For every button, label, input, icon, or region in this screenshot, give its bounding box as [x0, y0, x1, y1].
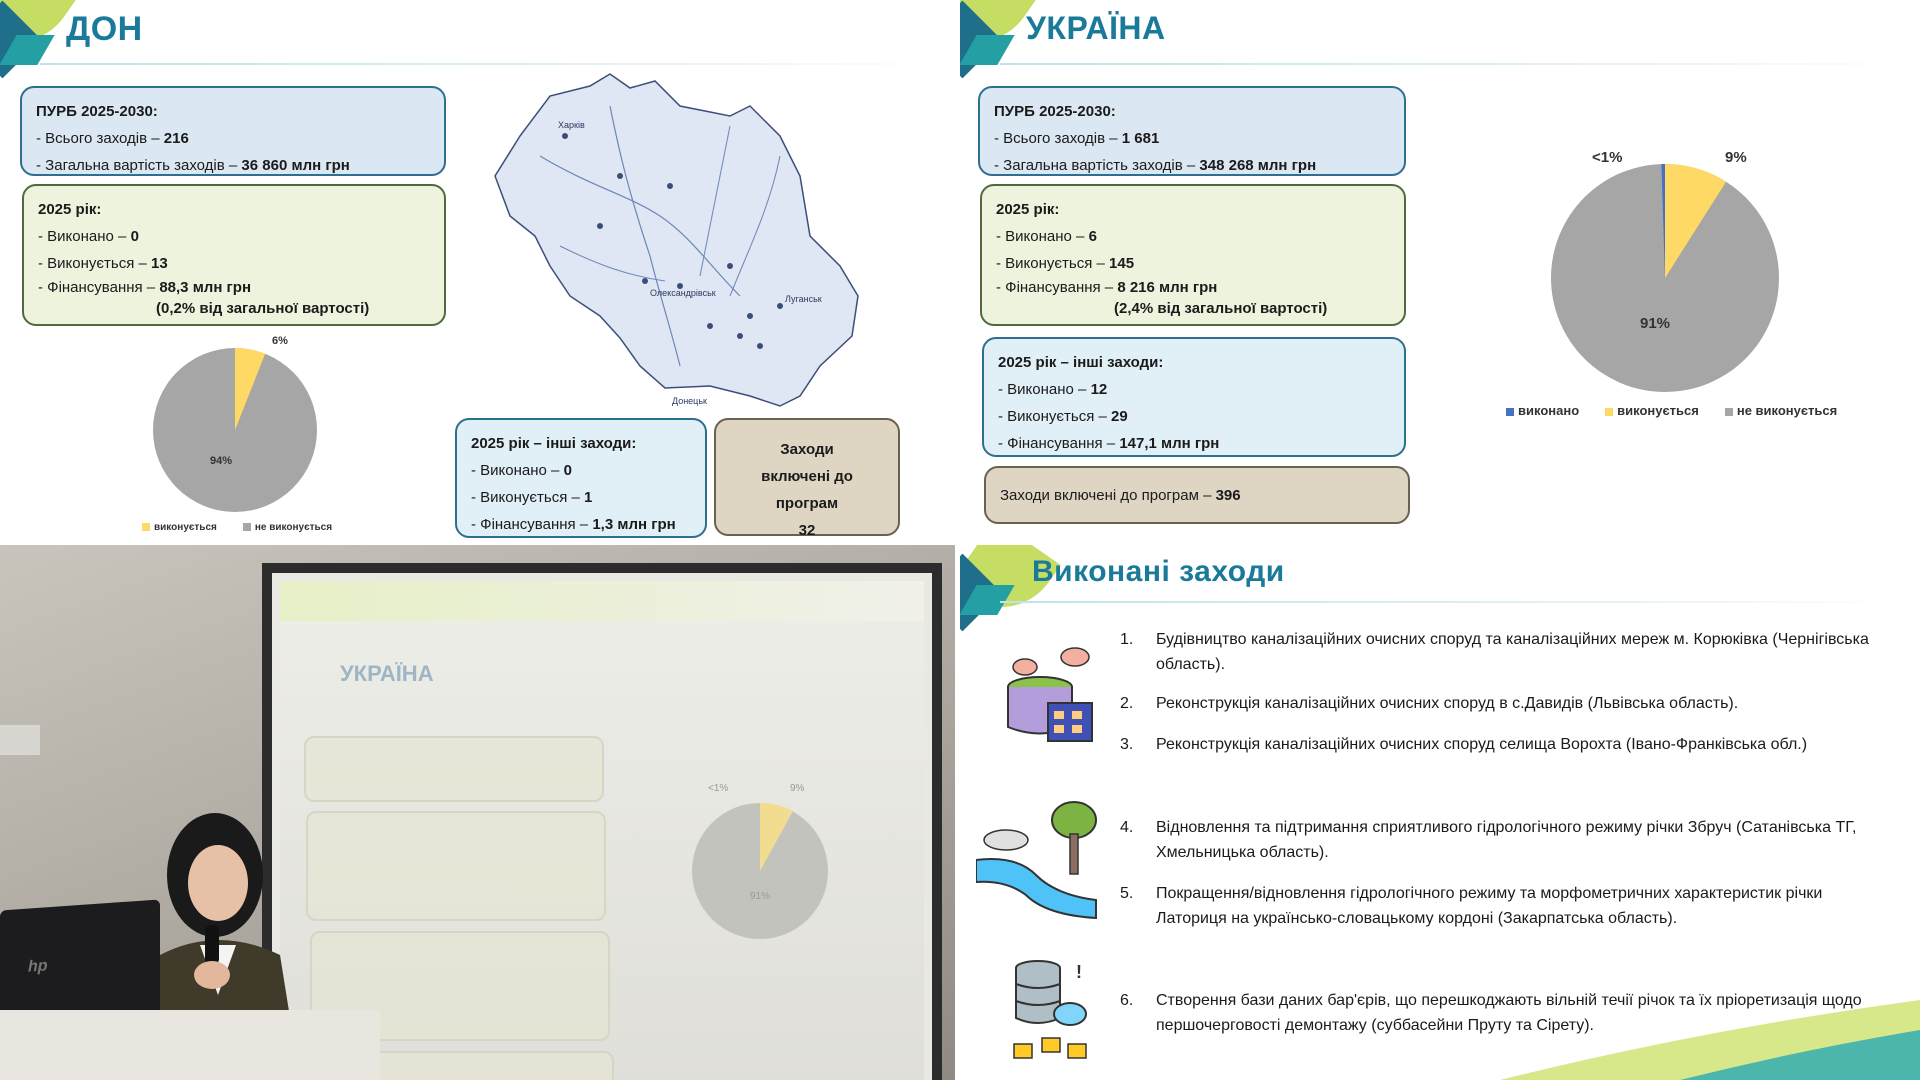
ukraine-pie-label-inprogress: 9%: [1725, 149, 1747, 166]
completed-title: Виконані заходи: [1032, 555, 1285, 588]
database-icon: [1008, 958, 1098, 1068]
don-2025-box: 2025 рік: - Виконано – 0 - Виконується – 13 - Фінансування – 88,3 млн грн (0,2% від загальної вартості): [22, 184, 446, 326]
svg-text:9%: 9%: [790, 783, 805, 794]
ukraine-pie-legend: виконано виконується не виконується: [1506, 403, 1837, 418]
ukraine-pie-label-done: <1%: [1592, 149, 1623, 166]
don-slide: [0, 0, 955, 540]
desk: [0, 1010, 380, 1080]
don-basin-map: [480, 66, 890, 416]
decorative-wave: [1500, 990, 1920, 1080]
treatment-plant-icon: [990, 645, 1110, 755]
don-pie-chart: [140, 330, 340, 520]
don-title: ДОН: [66, 10, 143, 48]
map-city: Олександрівськ: [650, 288, 716, 298]
laptop-logo: hp: [28, 957, 48, 976]
don-pie-label-inprogress: 6%: [272, 335, 288, 347]
screen-title: УКРАЇНА: [340, 661, 434, 686]
ukraine-pie-label-not: 91%: [1640, 315, 1671, 332]
ukraine-purb-box: ПУРБ 2025-2030: - Всього заходів – 1 681 - Загальна вартість заходів – 348 268 млн грн: [978, 86, 1406, 176]
don-other-box: 2025 рік – інші заходи: - Виконано – 0 - Виконується – 1 - Фінансування – 1,3 млн грн: [455, 418, 707, 538]
projector-screen: [262, 563, 942, 1080]
ukraine-title: УКРАЇНА: [1026, 10, 1166, 46]
river-icon: [976, 800, 1106, 920]
ukraine-pie-chart: [1540, 140, 1840, 410]
map-city: Донецьк: [672, 396, 707, 406]
completed-measures-slide: Виконані заходи ! 1. Будівництво каналізаційних очисних споруд та каналізаційних мереж м. Корюківка (Чернігівська область). 2. Реконструкція каналізаційних очисних споруд в с.Давидів (Львівська область). 3. Реконструкція каналізаційних очисних споруд селища Ворохта (Івано-Франківська обл.) 4. Відновлення та підтримання сприятливого гідрологічного режиму річки Збруч (Сатанівська ТГ, Хмельницька область). 5. Покращення/відновлення гідрологічного режиму та морфометричних характеристик річки Латориця на українсько-словацькому кордоні (Закарпатська область). 6. Створення бази даних бар'єрів, що перешкоджають вільній течії річок та їх пріоретизація щодо першочерговості демонтажу (суббасейни Пруту та Сірету).: [960, 545, 1920, 1080]
ukraine-programs-box: Заходи включені до програм – 396: [984, 466, 1410, 524]
don-pie-label-not: 94%: [210, 455, 233, 467]
ukraine-2025-box: 2025 рік: - Виконано – 6 - Виконується – 145 - Фінансування – 8 216 млн грн (2,4% від загальної вартості): [980, 184, 1406, 326]
svg-text:!: !: [1076, 962, 1082, 982]
microphone: [205, 925, 219, 965]
map-city: Луганськ: [785, 294, 822, 304]
don-programs-box: Заходи включені до програм 32: [714, 418, 900, 536]
completed-header: [960, 545, 1920, 609]
map-city: Харків: [558, 120, 585, 130]
don-pie-legend: виконується не виконується: [142, 522, 332, 533]
presentation-photo: [0, 545, 955, 1080]
screen-pie: [680, 771, 840, 961]
don-header: [0, 0, 955, 64]
svg-text:<1%: <1%: [708, 783, 729, 794]
don-purb-box: ПУРБ 2025-2030: - Всього заходів – 216 - Загальна вартість заходів – 36 860 млн грн: [20, 86, 446, 176]
svg-text:91%: 91%: [750, 891, 771, 902]
ukraine-other-box: 2025 рік – інші заходи: - Виконано – 12 - Виконується – 29 - Фінансування – 147,1 млн грн: [982, 337, 1406, 457]
basin-outline: [495, 74, 858, 406]
ukraine-slide: [960, 0, 1920, 540]
ukraine-header: [960, 0, 1920, 64]
